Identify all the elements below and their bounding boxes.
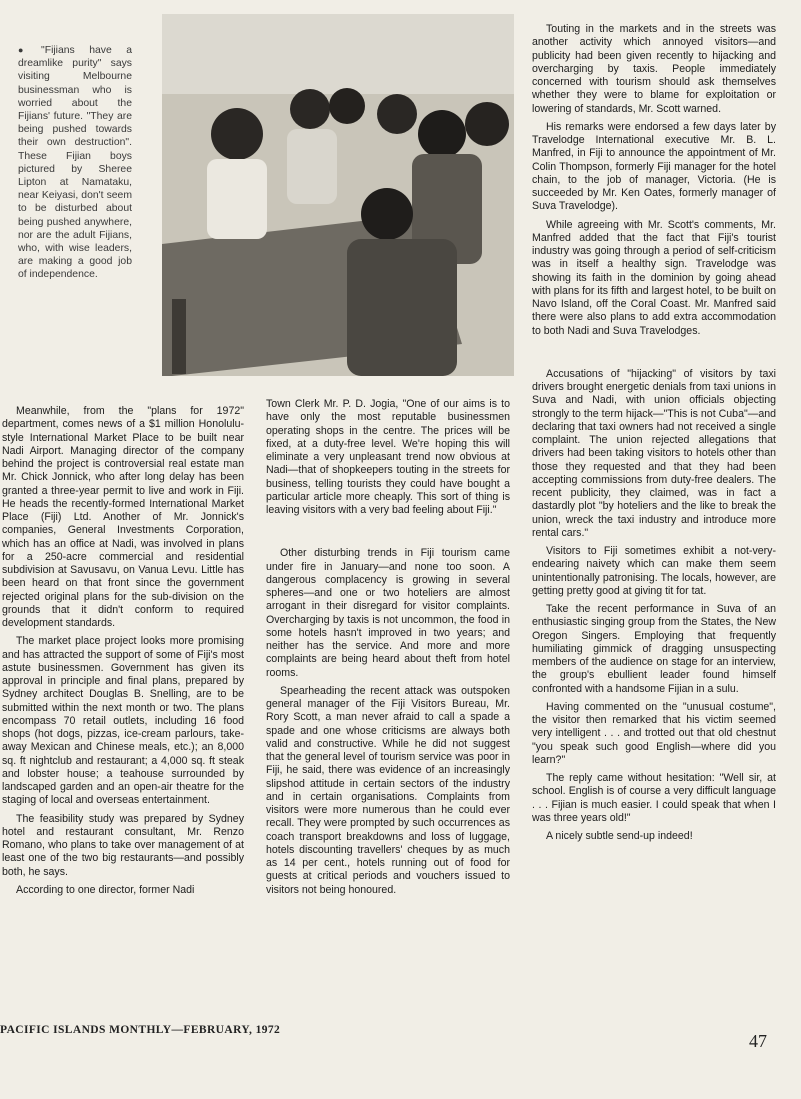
page-number: 47 [749, 1031, 767, 1051]
photo-fijian-boys [162, 14, 514, 376]
paragraph: Meanwhile, from the "plans for 1972" department, comes news of a $1 million Honolulu-style International Market Place to be built near Nadi Airport. Managing director of the company behind the project is controversial real estate man Mr. Chick Jonnick, who after long delay has been granted a three-year permit to live and work in Fiji. He heads the recently-formed International Market Place (Fiji) Ltd. Another of Mr. Jonnick's companies, General Investments Corporation, which has an office at Nadi, was involved in plans for a 250-acre commercial and residential subdivision at Savusavu, on Vanua Levu. Little has been heard on that front since the government rejected original plans for the sub-division on the grounds that it didn't conform to required development standards. [2, 405, 244, 629]
column-2 [266, 398, 510, 897]
paragraph: Town Clerk Mr. P. D. Jogia, "One of our aims is to have only the most reputable businessmen operating shops in the centre. The prices will be fixed, at a duty-free level. We're hoping this will eliminate a very unpleasant trend now obvious at Nadi—that of shopkeepers touting in the streets for business, telling tourists they could have bought a particular article more cheaply. This sort of thing is leaving visitors with a very bad feeling about Fiji." [266, 398, 510, 516]
photo-illustration [162, 14, 514, 376]
paragraph: The market place project looks more promising and has attracted the support of some of Fiji's most astute businessmen. Government has given its approval in principle and final plans, prepared by Sydney architect Douglas B. Snelling, are to be submitted within the next month or two. The plans encompass 70 retail outlets, including 16 food shops (hot dogs, pizzas, ice-cream parlours, take-away Mexican and Chinese meals, etc.); an 8,000 sq. ft nightclub and restaurant; a 4,000 sq. ft steak and lobster house; a teahouse surrounded by landscaped garden and an open-air theatre for the staging of local and overseas entertainment. [2, 635, 244, 807]
bullet-icon: ● [18, 45, 36, 55]
paragraph: Having commented on the "unusual costume", the visitor then remarked that his victim seemed very intelligent . . . and trotted out that old chestnut "you speak such good English—where did you learn?" [532, 700, 776, 766]
publication-footer: PACIFIC ISLANDS MONTHLY—FEBRUARY, 1972 [0, 1024, 281, 1036]
column-3 [532, 23, 776, 843]
paragraph: While agreeing with Mr. Scott's comments, Mr. Manfred added that the fact that Fiji's tourist industry was going through a period of self-criticism was in itself a healthy sign. Travelodge was showing its faith in the dominion by going ahead with plans for its fifth and largest hotel, to be built on Navo Island, off the Coral Coast. Mr. Manfred said there were also plans to add extra accommodation to both Nadi and Suva Travelodges. [532, 218, 776, 337]
photo-caption [18, 44, 132, 282]
paragraph: His remarks were endorsed a few days later by Travelodge International executive Mr. B. L. Manfred, in Fiji to announce the appointment of Mr. Colin Thompson, formerly Fiji manager for the hotel chain, to the job of manager, Victoria. (He is succeeded by Mr. Ken Oates, formerly manager of Suva Travelodge). [532, 120, 776, 213]
paragraph: According to one director, former Nadi [16, 883, 195, 896]
paragraph: Touting in the markets and in the streets was another activity which annoyed visitors—and publicity had been given recently to hijacking and overcharging by taxis. People immediately concerned with tourism should ask themselves whether they were to blame for exploitation or lowering of standards, Mr. Scott warned. [532, 23, 776, 115]
paragraph: A nicely subtle send-up indeed! [546, 830, 693, 842]
paragraph: Take the recent performance in Suva of an enthusiastic singing group from the States, the New Oregon Singers. Employing that frequently humiliating gimmick of dragging unsuspecting members of the audience on stage for an interview, the group's ebullient leader found himself confronted with a handsome Fijian in a sulu. [532, 603, 776, 695]
paragraph: Other disturbing trends in Fiji tourism came under fire in January—and none too soon. A dangerous complacency is growing in several spheres—and one or two hoteliers are almost arrogant in their disregard for visitor complaints. Overcharging by taxis is not uncommon, the food in some hotels hasn't improved in two years; and neither has the service. And more and more complaints are being heard about theft from hotel rooms. [266, 547, 510, 679]
caption-text: "Fijians have a dreamlike purity" says visiting Melbourne businessman who is worried about the Fijians' future. "They are being pushed towards their own destruction". These Fijian boys pictured by Sheree Lipton at Namataku, near Keiyasi, don't seem to be disturbed about being pushed anywhere, nor are the adult Fijians, who, with wise leaders, are making a good job of independence. [18, 45, 132, 281]
paragraph: Accusations of "hijacking" of visitors by taxi drivers brought energetic denials from taxi unions in Suva and Nadi, with union officials objecting strongly to the term hijack—"This is not Cuba"—and declaring that taxi owners had not received a single complaint. The union rejected allegations that drivers had been taking visitors to hotels other than those they requested and that they had been accepting commissions from duty-free dealers. The recent publicity, they claimed, was in fact a dastardly plot "by hoteliers and the like to break the union, wreck the taxi industry and introduce more rental cars." [532, 367, 776, 539]
paragraph: The feasibility study was prepared by Sydney hotel and restaurant consultant, Mr. Renzo Romano, who plans to take over management of at least one of the two big restaurants—and possibly both, he says. [2, 812, 244, 878]
paragraph: Spearheading the recent attack was outspoken general manager of the Fiji Visitors Bureau, Mr. Rory Scott, a man never afraid to call a spade a spade and one whose criticisms are always both valid and constructive. While he did not suggest that the general level of tourism service was poor in Fiji, he said, there was evidence of an increasingly slipshod attitude in certain sectors of the industry and in certain organisations. Complaints from visitors were more numerous than he could ever recall. They were prompted by such occurrences as coach transport breakdowns and loss of luggage, hotels discounting travellers' cheques by as much as 14 per cent., hotels running out of food for guests at critical periods and vouchers issued to visitors not being honoured. [266, 684, 510, 896]
paragraph: Visitors to Fiji sometimes exhibit a not-very-endearing naivety which can make them seem unintentionally patronising. The locals, however, are getting pretty good at giving tit for tat. [532, 545, 776, 597]
paragraph: The reply came without hesitation: "Well sir, at school. English is of course a very difficult language . . . Fijian is much easier. I could speak that when I was three years old!" [532, 772, 776, 824]
column-1 [2, 405, 244, 897]
